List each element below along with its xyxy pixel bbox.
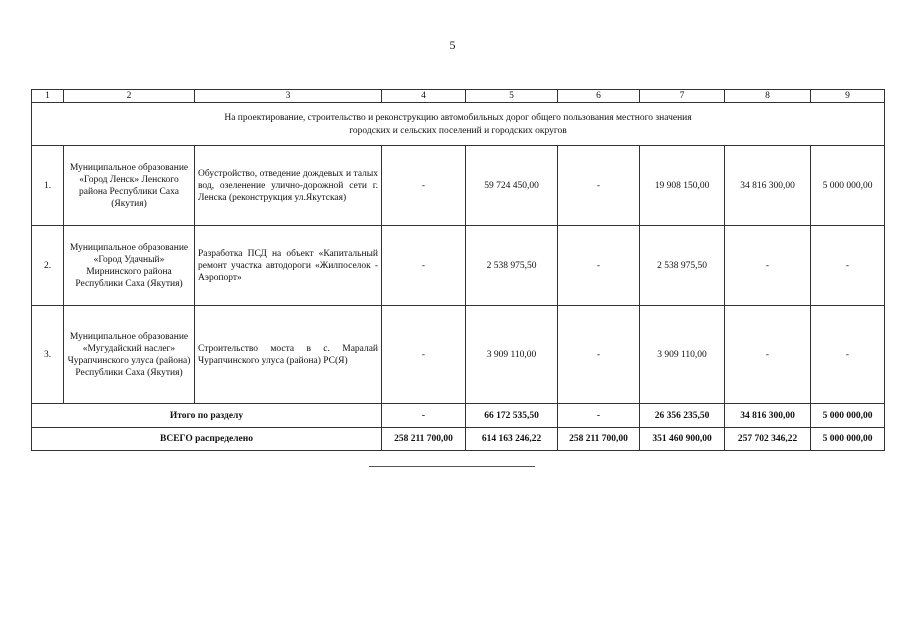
section-title-line-1: На проектирование, строительство и реконструкцию автомобильных дорог общего пользования местного значения bbox=[224, 113, 692, 123]
table-row bbox=[32, 146, 885, 226]
amount-col-8: 34 816 300,00 bbox=[725, 146, 811, 226]
total-col-4: - bbox=[382, 404, 466, 428]
municipality-name: Муниципальное образование «Город Удачный» Мирнинского района Республики Саха (Якутия) bbox=[64, 226, 195, 306]
column-number: 6 bbox=[558, 90, 640, 103]
amount-col-8: - bbox=[725, 226, 811, 306]
total-col-5: 66 172 535,50 bbox=[466, 404, 558, 428]
total-col-9: 5 000 000,00 bbox=[811, 404, 885, 428]
amount-col-5: 2 538 975,50 bbox=[466, 226, 558, 306]
grand-total-col-5: 614 163 246,22 bbox=[466, 428, 558, 451]
amount-col-8: - bbox=[725, 306, 811, 404]
total-col-6: - bbox=[558, 404, 640, 428]
project-description: Обустройство, отведение дождевых и талых вод, озеленение улично-дорожной сети г. Ленска (реконструкция ул.Якутская) bbox=[195, 146, 382, 226]
grand-total-col-4: 258 211 700,00 bbox=[382, 428, 466, 451]
section-title bbox=[32, 103, 885, 146]
section-header-row bbox=[32, 103, 885, 146]
page-number: 5 bbox=[449, 38, 456, 52]
amount-col-7: 3 909 110,00 bbox=[640, 306, 725, 404]
amount-col-6: - bbox=[558, 306, 640, 404]
amount-col-7: 19 908 150,00 bbox=[640, 146, 725, 226]
column-number: 4 bbox=[382, 90, 466, 103]
column-number-row bbox=[32, 90, 885, 103]
column-number: 2 bbox=[64, 90, 195, 103]
row-number: 2. bbox=[32, 226, 64, 306]
grand-total-col-7: 351 460 900,00 bbox=[640, 428, 725, 451]
amount-col-9: - bbox=[811, 306, 885, 404]
amount-col-5: 3 909 110,00 bbox=[466, 306, 558, 404]
table-row bbox=[32, 306, 885, 404]
row-number: 1. bbox=[32, 146, 64, 226]
project-description: Строительство моста в с. Маралай Чурапчинского улуса (района) РС(Я) bbox=[195, 306, 382, 404]
column-number: 9 bbox=[811, 90, 885, 103]
column-number: 1 bbox=[32, 90, 64, 103]
table-row bbox=[32, 226, 885, 306]
amount-col-9: 5 000 000,00 bbox=[811, 146, 885, 226]
amount-col-4: - bbox=[382, 226, 466, 306]
column-number: 8 bbox=[725, 90, 811, 103]
section-total-row bbox=[32, 404, 885, 428]
amount-col-9: - bbox=[811, 226, 885, 306]
grand-total-row bbox=[32, 428, 885, 451]
row-number: 3. bbox=[32, 306, 64, 404]
column-number: 7 bbox=[640, 90, 725, 103]
grand-total-col-9: 5 000 000,00 bbox=[811, 428, 885, 451]
grand-total-col-8: 257 702 346,22 bbox=[725, 428, 811, 451]
column-number: 3 bbox=[195, 90, 382, 103]
amount-col-4: - bbox=[382, 306, 466, 404]
municipality-name: Муниципальное образование «Мугудайский наслег» Чурапчинского улуса (района) Республики Саха (Якутия) bbox=[64, 306, 195, 404]
total-col-8: 34 816 300,00 bbox=[725, 404, 811, 428]
distribution-table bbox=[31, 89, 885, 451]
amount-col-6: - bbox=[558, 226, 640, 306]
section-title-line-2: городских и сельских поселений и городских округов bbox=[349, 126, 567, 136]
grand-total-col-6: 258 211 700,00 bbox=[558, 428, 640, 451]
footer-separator-line bbox=[369, 466, 535, 467]
column-number: 5 bbox=[466, 90, 558, 103]
project-description: Разработка ПСД на объект «Капитальный ремонт участка автодороги «Жилпоселок - Аэропорт» bbox=[195, 226, 382, 306]
amount-col-7: 2 538 975,50 bbox=[640, 226, 725, 306]
amount-col-4: - bbox=[382, 146, 466, 226]
grand-total-label: ВСЕГО распределено bbox=[32, 428, 382, 451]
section-total-label: Итого по разделу bbox=[32, 404, 382, 428]
total-col-7: 26 356 235,50 bbox=[640, 404, 725, 428]
amount-col-5: 59 724 450,00 bbox=[466, 146, 558, 226]
municipality-name: Муниципальное образование «Город Ленск» Ленского района Республики Саха (Якутия) bbox=[64, 146, 195, 226]
amount-col-6: - bbox=[558, 146, 640, 226]
